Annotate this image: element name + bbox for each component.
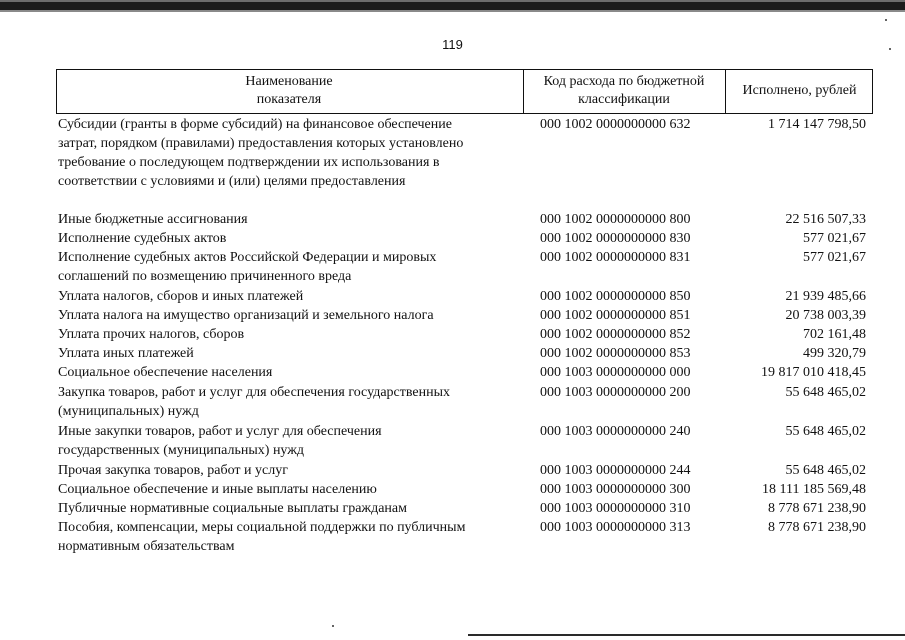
row-amount: 20 738 003,39 [785, 308, 866, 323]
row-name: Исполнение судебных актов Российской Федерации и мировых соглашений по возмещению причиненного вреда [58, 250, 437, 284]
row-code: 000 1002 0000000000 800 [540, 212, 691, 227]
row-amount: 21 939 485,66 [785, 289, 866, 304]
row-amount: 55 648 465,02 [785, 463, 866, 478]
row-amount: 18 111 185 569,48 [762, 482, 866, 497]
row-name: Уплата налогов, сборов и иных платежей [58, 289, 304, 304]
row-code: 000 1003 0000000000 300 [540, 482, 691, 497]
row-code: 000 1003 0000000000 240 [540, 424, 691, 439]
row-amount: 55 648 465,02 [785, 385, 866, 400]
row-amount: 8 778 671 238,90 [768, 501, 866, 516]
row-code: 000 1003 0000000000 244 [540, 463, 691, 478]
row-code: 000 1002 0000000000 850 [540, 289, 691, 304]
row-code: 000 1003 0000000000 313 [540, 520, 691, 535]
row-code: 000 1002 0000000000 830 [540, 231, 691, 246]
page-number: 119 [442, 37, 463, 52]
row-amount: 702 161,48 [803, 327, 866, 342]
scan-speck [885, 19, 887, 21]
row-name: Иные закупки товаров, работ и услуг для обеспечения государственных (муниципальных) нужд [58, 424, 382, 458]
row-name: Закупка товаров, работ и услуг для обеспечения государственных (муниципальных) нужд [58, 385, 451, 419]
row-name: Исполнение судебных актов [58, 231, 227, 246]
row-amount: 55 648 465,02 [785, 424, 866, 439]
header-bottom-rule [56, 113, 873, 114]
row-code: 000 1002 0000000000 852 [540, 327, 691, 342]
scan-top-border [0, 0, 905, 12]
column-header-name: Наименование показателя [245, 74, 333, 107]
row-amount: 22 516 507,33 [785, 212, 866, 227]
row-code: 000 1003 0000000000 310 [540, 501, 691, 516]
row-name: Иные бюджетные ассигнования [58, 212, 248, 227]
row-name: Социальное обеспечение населения [58, 365, 273, 380]
scan-bottom-line [468, 634, 905, 636]
column-header-code: Код расхода по бюджетной классификации [543, 74, 705, 107]
row-amount: 1 714 147 798,50 [768, 117, 866, 132]
row-code: 000 1003 0000000000 200 [540, 385, 691, 400]
row-amount: 8 778 671 238,90 [768, 520, 866, 535]
row-amount: 19 817 010 418,45 [761, 365, 866, 380]
row-name: Пособия, компенсации, меры социальной поддержки по публичным нормативным обязательствам [58, 520, 466, 554]
row-code: 000 1002 0000000000 831 [540, 250, 691, 265]
row-code: 000 1002 0000000000 851 [540, 308, 691, 323]
row-code: 000 1002 0000000000 853 [540, 346, 691, 361]
row-name: Публичные нормативные социальные выплаты гражданам [58, 501, 407, 516]
row-code: 000 1003 0000000000 000 [540, 365, 691, 380]
row-amount: 577 021,67 [803, 231, 866, 246]
scan-speck [332, 625, 334, 627]
row-name: Уплата иных платежей [58, 346, 194, 361]
row-code: 000 1002 0000000000 632 [540, 117, 691, 132]
row-name: Уплата налога на имущество организаций и земельного налога [58, 308, 434, 323]
row-name: Субсидии (гранты в форме субсидий) на финансовое обеспечение затрат, порядком (правилами) предоставления которых установлено требование о последующем подтверждении их использования в соответствии с условиями и (или) целями предоставления [58, 117, 464, 189]
row-name: Социальное обеспечение и иные выплаты населению [58, 482, 377, 497]
column-header-executed: Исполнено, рублей [742, 83, 857, 98]
row-amount: 499 320,79 [803, 346, 866, 361]
row-name: Прочая закупка товаров, работ и услуг [58, 463, 288, 478]
row-amount: 577 021,67 [803, 250, 866, 265]
row-name: Уплата прочих налогов, сборов [58, 327, 245, 342]
